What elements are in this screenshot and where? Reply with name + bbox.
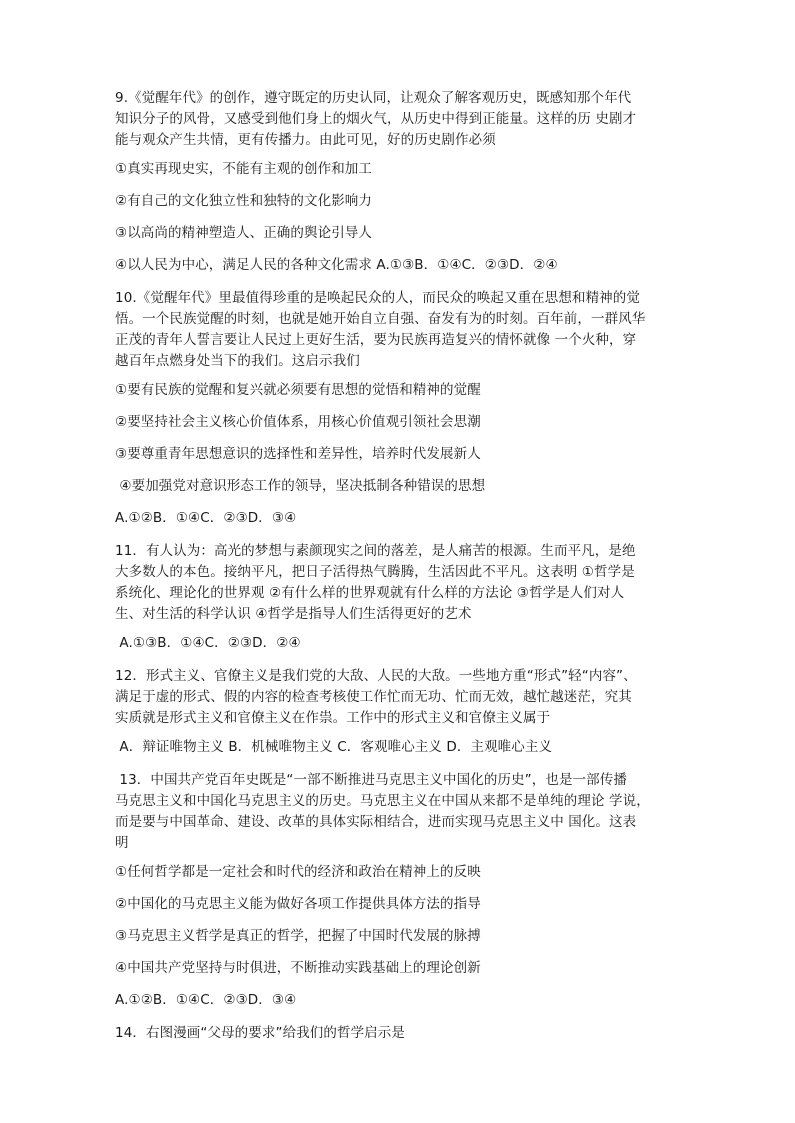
q13-option-4: ④中国共产党坚持与时俱进，不断推动实践基础上的理论创新 <box>115 960 481 976</box>
q11-stem-line-1: 11．有人认为：高光的梦想与素颜现实之间的落差，是人痛苦的根源。生而平凡，是绝 <box>115 543 636 559</box>
q9-stem-line-1: 9.《觉醒年代》的创作，遵守既定的历史认同，让观众了解客观历史，既感知那个年代 <box>115 90 632 106</box>
question-12 <box>115 666 685 758</box>
q11-answers: A.①③B．①④C．②③D．②④ <box>115 635 301 651</box>
q10-option-1: ①要有民族的觉醒和复兴就必须要有思想的觉悟和精神的觉醒 <box>115 382 481 398</box>
q9-option-2: ②有自己的文化独立性和独特的文化影响力 <box>115 193 373 209</box>
q13-option-1: ①任何哲学都是一定社会和时代的经济和政治在精神上的反映 <box>115 864 481 880</box>
question-14 <box>115 1023 685 1044</box>
q9-stem-line-2: 知识分子的风骨，又感受到他们身上的烟火气，从历史中得到正能量。这样的历 史剧才 <box>115 111 637 127</box>
q13-stem-line-4: 明 <box>115 835 129 851</box>
q13-stem-line-3: 而是要与中国革命、建设、改革的具体实际相结合，进而实现马克思主义中 国化。这表 <box>115 814 637 830</box>
q9-option-1: ①真实再现史实，不能有主观的创作和加工 <box>115 161 373 177</box>
q13-option-3: ③马克思主义哲学是真正的哲学，把握了中国时代发展的脉搏 <box>115 928 481 944</box>
q12-answers: A．辩证唯物主义 B．机械唯物主义 C．客观唯心主义 D．主观唯心主义 <box>115 739 553 755</box>
q10-option-2: ②要坚持社会主义核心价值体系，用核心价值观引领社会思潮 <box>115 414 481 430</box>
q12-stem-line-3: 实质就是形式主义和官僚主义在作祟。工作中的形式主义和官僚主义属于 <box>115 710 551 726</box>
q11-stem-line-2: 大多数人的本色。接纳平凡，把日子活得热气腾腾，生活因此不平凡。这表明 ①哲学是 <box>115 564 635 580</box>
q10-option-3: ③要尊重青年思想意识的选择性和差异性，培养时代发展新人 <box>115 446 481 462</box>
q10-option-4: ④要加强党对意识形态工作的领导，坚决抵制各种错误的思想 <box>115 478 486 494</box>
q10-stem-line-3: 正茂的青年人誓言要让人民过上更好生活，要为民族再造复兴的情怀就像 一个火种，穿 <box>115 332 637 348</box>
q14-stem-line-1: 14．右图漫画“父母的要求”给我们的哲学启示是 <box>115 1025 405 1041</box>
question-11 <box>115 541 685 654</box>
question-9 <box>115 88 685 276</box>
q13-option-2: ②中国化的马克思主义能为做好各项工作提供具体方法的指导 <box>115 896 481 912</box>
question-13 <box>115 770 685 1011</box>
q11-stem-line-3: 系统化、理论化的世界观 ②有什么样的世界观就有什么样的方法论 ③哲学是人们对人 <box>115 585 625 601</box>
q10-stem-line-4: 越百年点燃身处当下的我们。这启示我们 <box>115 353 360 369</box>
question-10 <box>115 288 685 529</box>
q11-stem-line-4: 生、对生活的科学认识 ④哲学是指导人们生活得更好的艺术 <box>115 606 472 622</box>
exam-page <box>115 88 685 1044</box>
q10-stem-line-1: 10.《觉醒年代》里最值得珍重的是唤起民众的人，而民众的唤起又重在思想和精神的觉 <box>115 290 640 306</box>
q13-answers: A.①②B．①④C．②③D．③④ <box>115 992 297 1008</box>
q10-answers: A.①②B．①④C．②③D．③④ <box>115 510 297 526</box>
q10-stem-line-2: 悟。一个民族觉醒的时刻，也就是她开始自立自强、奋发有为的时刻。百年前，一群风华 <box>115 311 646 327</box>
q9-option-3: ③以高尚的精神塑造人、正确的舆论引导人 <box>115 225 373 241</box>
q12-stem-line-1: 12．形式主义、官僚主义是我们党的大敌、人民的大敌。一些地方重“形式”轻“内容”、 <box>115 668 637 684</box>
q12-stem-line-2: 满足于虚的形式、假的内容的检查考核使工作忙而无功、忙而无效，越忙越迷茫，究其 <box>115 689 632 705</box>
q13-stem-line-2: 马克思主义和中国化马克思主义的历史。马克思主义在中国从来都不是单纯的理论 学说， <box>115 793 650 809</box>
q13-stem-line-1: 13．中国共产党百年史既是“一部不断推进马克思主义中国化的历史”，也是一部传播 <box>115 772 627 788</box>
q9-stem-line-3: 能与观众产生共情，更有传播力。由此可见，好的历史剧作必须 <box>115 132 496 148</box>
q9-option-4-and-answers: ④以人民为中心，满足人民的各种文化需求 A.①③B．①④C．②③D．②④ <box>115 257 558 273</box>
